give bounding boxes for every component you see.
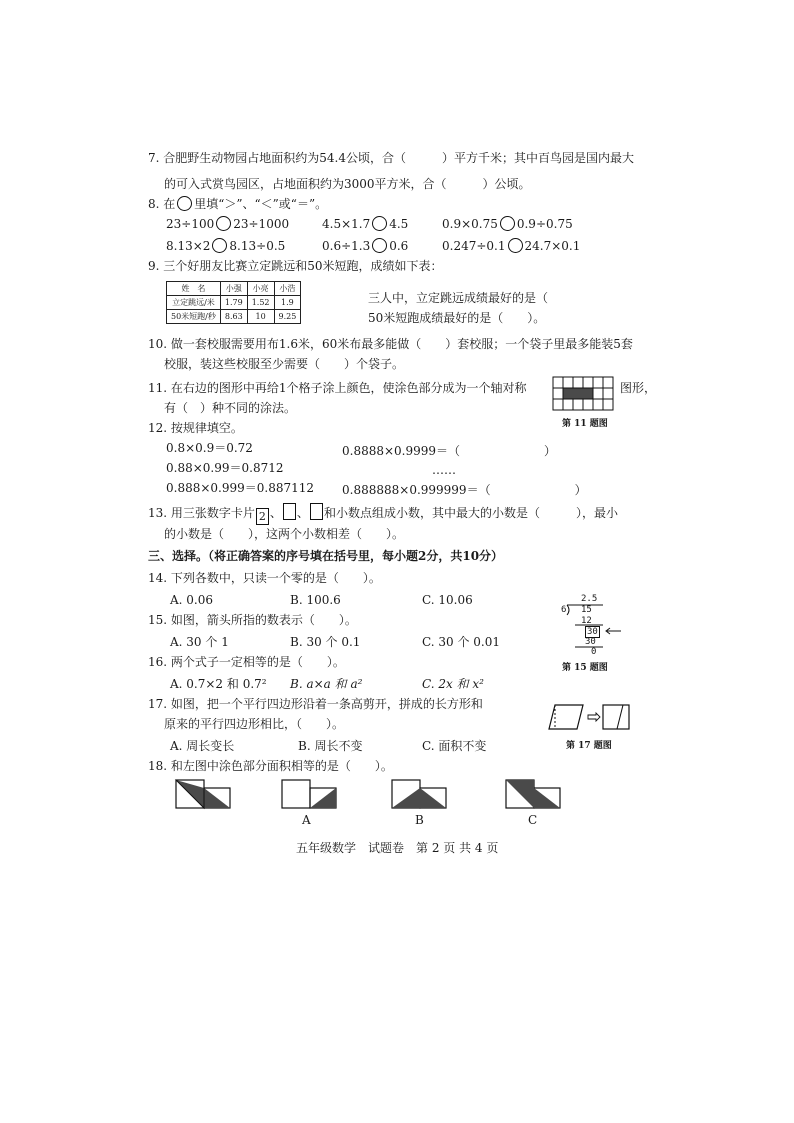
q10-line2: 校服，装这些校服至少需要（ ）个袋子。 <box>164 357 405 371</box>
q15-option-c: C. 30 个 0.01 <box>422 635 501 649</box>
q18-label-c: C <box>528 813 538 827</box>
table-cell: 姓 名 <box>167 282 221 296</box>
partial-product: 30 <box>585 637 596 647</box>
division-lines <box>555 596 625 658</box>
q18-option-b-figure[interactable] <box>392 780 448 810</box>
q15-caption: 第 15 题图 <box>562 663 608 673</box>
q16-option-a: A. 0.7×2 和 0.7² <box>170 677 267 691</box>
arrow-right-icon <box>588 713 600 721</box>
q7-line1: 7. 合肥野生动物园占地面积约为54.4公顷，合（ ）平方千米；其中百鸟园是国内最大 <box>148 151 634 165</box>
compare-circle[interactable] <box>372 238 387 253</box>
remainder-boxed: 30 <box>587 627 598 637</box>
q8-title: 8. 在 里填“＞”、“＜”或“＝”。 <box>148 197 328 211</box>
q17-line2: 原来的平行四边形相比，（ ）。 <box>164 717 345 731</box>
q12-left-1: 0.8×0.9＝0.72 <box>166 441 253 455</box>
q16-option-b: B. a×a 和 a² <box>290 677 363 691</box>
q17-line1: 17. 如图，把一个平行四边形沿着一条高剪开，拼成的长方形和 <box>148 697 483 711</box>
table-cell: 1.9 <box>274 296 301 310</box>
q12-left-2: 0.88×0.99＝0.8712 <box>166 461 284 475</box>
q9-ask2: 50米短跑成绩最好的是（ ）。 <box>368 311 546 325</box>
digit-card: 2 <box>256 508 269 525</box>
table-cell: 50米短跑/秒 <box>167 310 221 324</box>
q15-option-a: A. 30 个 1 <box>170 635 229 649</box>
divisor: 6 <box>561 605 567 615</box>
q8-item-2: 4.5×1.7 4.5 <box>322 217 409 231</box>
q12-right-1: 0.8888×0.9999＝（ ） <box>342 444 557 458</box>
table-cell: 小亮 <box>247 282 274 296</box>
q18-option-c-figure[interactable] <box>506 780 562 810</box>
q15-division-figure <box>555 596 625 666</box>
q10-line1: 10. 做一套校服需要用布1.6米，60米布最多能做（ ）套校服；一个袋子里最多能装5套 <box>148 337 633 351</box>
q11-line1: 11. 在右边的图形中再给1个格子涂上颜色，使涂色部分成为一个轴对称 <box>148 381 527 395</box>
q16-question: 16. 两个式子一定相等的是（ ）。 <box>148 655 345 669</box>
table-cell: 10 <box>247 310 274 324</box>
q14-option-c: C. 10.06 <box>422 593 473 607</box>
final-remainder: 0 <box>591 647 597 657</box>
table-row <box>167 282 301 296</box>
q14-question: 14. 下列各数中，只读一个零的是（ ）。 <box>148 571 381 585</box>
q17-caption: 第 17 题图 <box>566 741 612 751</box>
q17-option-b: B. 周长不变 <box>298 739 363 753</box>
compare-circle[interactable] <box>216 216 231 231</box>
q9-ask1: 三人中，立定跳远成绩最好的是（ <box>368 291 549 305</box>
q14-option-b: B. 100.6 <box>290 593 341 607</box>
q15-question: 15. 如图，箭头所指的数表示（ ）。 <box>148 613 357 627</box>
compare-circle[interactable] <box>508 238 523 253</box>
q16-option-c: C. 2x 和 x² <box>422 677 484 691</box>
table-cell: 1.52 <box>247 296 274 310</box>
q8-item-3: 0.9×0.75 0.9÷0.75 <box>442 217 573 231</box>
table-cell: 立定跳远/米 <box>167 296 221 310</box>
table-row <box>167 310 301 324</box>
q11-grid-figure <box>553 377 613 411</box>
table-row <box>167 296 301 310</box>
page-footer: 五年级数学 试题卷 第 2 页 共 4 页 <box>296 841 499 855</box>
q14-option-a: A. 0.06 <box>170 593 214 607</box>
q11-line1b: 图形， <box>620 381 657 395</box>
digit-card-blank <box>310 503 323 520</box>
q8-item-6: 0.247÷0.1 24.7×0.1 <box>442 239 581 253</box>
shaded-cells <box>563 388 593 399</box>
dividend: 15 <box>581 605 592 615</box>
compare-circle[interactable] <box>500 216 515 231</box>
q9-table <box>166 281 301 324</box>
q11-line2: 有（ ）种不同的涂法。 <box>164 401 297 415</box>
arrow-left-icon <box>606 628 621 634</box>
quotient: 2.5 <box>581 594 598 604</box>
compare-circle[interactable] <box>212 238 227 253</box>
q8-item-1: 23÷100 23÷1000 <box>166 217 290 231</box>
partial-product: 12 <box>581 616 592 626</box>
q11-caption: 第 11 题图 <box>562 419 608 429</box>
table-cell: 1.79 <box>220 296 247 310</box>
q18-label-b: B <box>415 813 424 827</box>
table-cell: 小强 <box>220 282 247 296</box>
q9-title: 9. 三个好朋友比赛立定跳远和50米短跑，成绩如下表： <box>148 259 443 273</box>
table-cell: 小浩 <box>274 282 301 296</box>
table-cell: 9.25 <box>274 310 301 324</box>
q12-right-2: …… <box>432 463 456 477</box>
digit-card-blank <box>283 503 296 520</box>
q18-label-a: A <box>302 813 311 827</box>
q17-option-a: A. 周长变长 <box>170 739 235 753</box>
q12-left-3: 0.888×0.999＝0.887112 <box>166 481 315 495</box>
table-cell: 8.63 <box>220 310 247 324</box>
section-3-heading: 三、选择。（将正确答案的序号填在括号里，每小题2分，共10分） <box>148 549 504 563</box>
compare-circle[interactable] <box>372 216 387 231</box>
q8-item-5: 0.6÷1.3 0.6 <box>322 239 409 253</box>
q18-question: 18. 和左图中涂色部分面积相等的是（ ）。 <box>148 759 393 773</box>
q12-right-3: 0.888888×0.999999＝（ ） <box>342 483 587 497</box>
q13-line1: 13. 用三张数字卡片 2 、 、 和小数点组成小数，其中最大的小数是（ ），最小 <box>148 503 618 525</box>
q18-option-a-figure[interactable] <box>282 780 338 810</box>
q18-left-figure <box>176 780 232 810</box>
q17-option-c: C. 面积不变 <box>422 739 487 753</box>
q17-parallelogram-figure <box>543 703 633 731</box>
q7-line2: 的可入式赏鸟园区，占地面积约为3000平方米，合（ ）公顷。 <box>164 177 531 191</box>
q15-option-b: B. 30 个 0.1 <box>290 635 361 649</box>
circle-icon <box>177 196 192 211</box>
q8-item-4: 8.13×2 8.13÷0.5 <box>166 239 286 253</box>
q13-line2: 的小数是（ ），这两个小数相差（ ）。 <box>164 527 405 541</box>
q12-title: 12. 按规律填空。 <box>148 421 243 435</box>
